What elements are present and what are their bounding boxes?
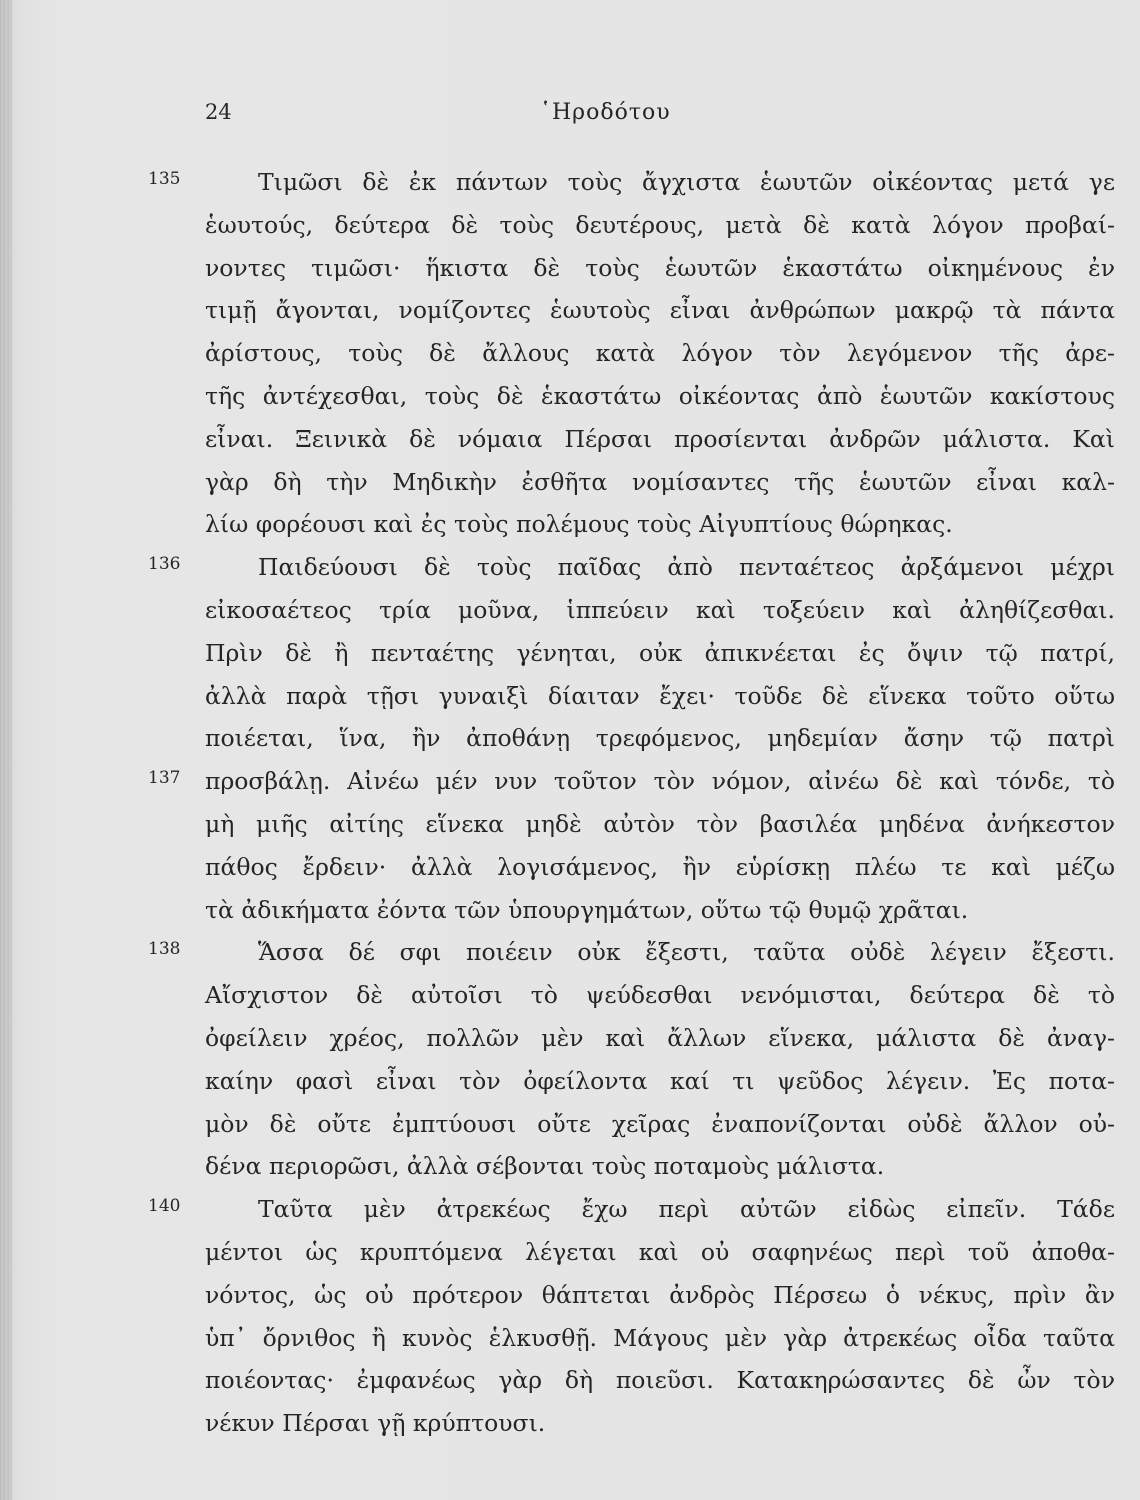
line-text: εἶναι. Ξεινικὰ δὲ νόμαια Πέρσαι προσίενται ἀνδρῶν μάλιστα. Καὶ	[205, 424, 1115, 453]
text-line	[0, 461, 1140, 504]
line-text: μὸν δὲ οὔτε ἐμπτύουσι οὔτε χεῖρας ἐναπονίζονται οὐδὲ ἄλλον οὐ-	[205, 1109, 1115, 1138]
text-line	[0, 760, 1140, 803]
running-title: ῾Ηροδότου	[540, 100, 671, 125]
text-line	[0, 589, 1140, 632]
line-text: Ταῦτα μὲν ἀτρεκέως ἔχω περὶ αὐτῶν εἰδὼς εἰπεῖν. Τάδε	[258, 1195, 1115, 1224]
line-text: τὰ ἀδικήματα ἐόντα τῶν ὑπουργημάτων, οὕτω τῷ θυμῷ χρᾶται.	[205, 895, 969, 924]
line-text: ποιέοντας· ἐμφανέως γὰρ δὴ ποιεῦσι. Κατακηρώσαντες δὲ ὦν τὸν	[205, 1366, 1115, 1395]
text-line	[0, 846, 1140, 889]
text-line	[0, 717, 1140, 760]
text-line	[0, 332, 1140, 375]
line-text: γὰρ δὴ τὴν Μηδικὴν ἐσθῆτα νομίσαντες τῆς ἑωυτῶν εἶναι καλ-	[205, 467, 1115, 496]
line-text: τιμῇ ἄγονται, νομίζοντες ἑωυτοὺς εἶναι ἀνθρώπων μακρῷ τὰ πάντα	[205, 296, 1115, 325]
text-line	[0, 204, 1140, 247]
line-text: μὴ μιῆς αἰτίης εἵνεκα μηδὲ αὐτὸν τὸν βασιλέα μηδένα ἀνήκεστον	[205, 809, 1115, 838]
text-line	[0, 1103, 1140, 1146]
text-line	[0, 1359, 1140, 1402]
text-line	[0, 375, 1140, 418]
text-line	[0, 974, 1140, 1017]
line-text: πάθος ἔρδειν· ἀλλὰ λογισάμενος, ἢν εὑρίσκῃ πλέω τε καὶ μέζω	[205, 852, 1115, 881]
section-number: 137	[148, 768, 181, 789]
text-line	[0, 889, 1140, 932]
line-text: τῆς ἀντέχεσθαι, τοὺς δὲ ἑκαστάτω οἰκέοντας ἀπὸ ἑωυτῶν κακίστους	[205, 381, 1115, 410]
line-text: Ἅσσα δέ σφι ποιέειν οὐκ ἔξεστι, ταῦτα οὐδὲ λέγειν ἔξεστι.	[258, 938, 1115, 967]
text-line	[0, 418, 1140, 461]
text-line	[0, 803, 1140, 846]
line-text: ἀρίστους, τοὺς δὲ ἄλλους κατὰ λόγον τὸν λεγόμενον τῆς ἀρε-	[205, 339, 1115, 368]
text-line	[0, 1145, 1140, 1188]
line-text: ἑωυτούς, δεύτερα δὲ τοὺς δευτέρους, μετὰ δὲ κατὰ λόγον προβαί-	[205, 210, 1115, 239]
text-line	[0, 289, 1140, 332]
line-text: Πρὶν δὲ ἢ πενταέτης γένηται, οὐκ ἀπικνέεται ἐς ὄψιν τῷ πατρί,	[205, 638, 1115, 667]
text-line	[0, 503, 1140, 546]
text-line	[0, 546, 1140, 589]
text-line	[0, 247, 1140, 290]
text-line	[0, 1274, 1140, 1317]
main-text-block	[0, 161, 1140, 1445]
line-text: Αἴσχιστον δὲ αὐτοῖσι τὸ ψεύδεσθαι νενόμισται, δεύτερα δὲ τὸ	[205, 981, 1115, 1010]
line-text: ἀλλὰ παρὰ τῇσι γυναιξὶ δίαιταν ἔχει· τοῦδε δὲ εἵνεκα τοῦτο οὕτω	[205, 681, 1115, 710]
line-text: δένα περιορῶσι, ἀλλὰ σέβονται τοὺς ποταμοὺς μάλιστα.	[205, 1152, 885, 1181]
line-text: ποιέεται, ἵνα, ἢν ἀποθάνῃ τρεφόμενος, μηδεμίαν ἄσην τῷ πατρὶ	[205, 724, 1115, 753]
text-line	[0, 1017, 1140, 1060]
line-text: νόντος, ὡς οὐ πρότερον θάπτεται ἀνδρὸς Πέρσεω ὁ νέκυς, πρὶν ἂν	[205, 1280, 1115, 1309]
line-text: καίην φασὶ εἶναι τὸν ὀφείλοντα καί τι ψεῦδος λέγειν. Ἐς ποτα-	[205, 1066, 1115, 1095]
text-line	[0, 1317, 1140, 1360]
line-text: προσβάλῃ. Αἰνέω μέν νυν τοῦτον τὸν νόμον, αἰνέω δὲ καὶ τόνδε, τὸ	[205, 767, 1115, 796]
line-text: εἰκοσαέτεος τρία μοῦνα, ἱππεύειν καὶ τοξεύειν καὶ ἀληθίζεσθαι.	[205, 595, 1115, 624]
line-text: λίω φορέουσι καὶ ἐς τοὺς πολέμους τοὺς Αἰγυπτίους θώρηκας.	[205, 510, 953, 539]
line-text: νέκυν Πέρσαι γῇ κρύπτουσι.	[205, 1409, 546, 1438]
page-number: 24	[205, 100, 232, 124]
text-line	[0, 931, 1140, 974]
line-text: ὑπ᾽ ὄρνιθος ἢ κυνὸς ἑλκυσθῇ. Μάγους μὲν γὰρ ἀτρεκέως οἶδα ταῦτα	[205, 1323, 1115, 1352]
text-line	[0, 1188, 1140, 1231]
text-line	[0, 675, 1140, 718]
line-text: Παιδεύουσι δὲ τοὺς παῖδας ἀπὸ πενταέτεος ἀρξάμενοι μέχρι	[258, 553, 1115, 582]
text-line	[0, 1402, 1140, 1445]
page-header	[0, 100, 1140, 140]
text-line	[0, 161, 1140, 204]
section-number: 135	[148, 169, 181, 189]
section-number: 136	[148, 554, 181, 575]
line-text: μέντοι ὡς κρυπτόμενα λέγεται καὶ οὐ σαφηνέως περὶ τοῦ ἀποθα-	[205, 1237, 1115, 1266]
text-line	[0, 1231, 1140, 1274]
section-number: 138	[148, 939, 181, 960]
text-line	[0, 1060, 1140, 1103]
section-number: 140	[148, 1196, 181, 1217]
line-text: Τιμῶσι δὲ ἐκ πάντων τοὺς ἄγχιστα ἑωυτῶν οἰκέοντας μετά γε	[258, 168, 1115, 196]
line-text: ὀφείλειν χρέος, πολλῶν μὲν καὶ ἄλλων εἵνεκα, μάλιστα δὲ ἀναγ-	[205, 1023, 1115, 1052]
text-line	[0, 632, 1140, 675]
line-text: νοντες τιμῶσι· ἥκιστα δὲ τοὺς ἑωυτῶν ἑκαστάτω οἰκημένους ἐν	[205, 253, 1115, 282]
